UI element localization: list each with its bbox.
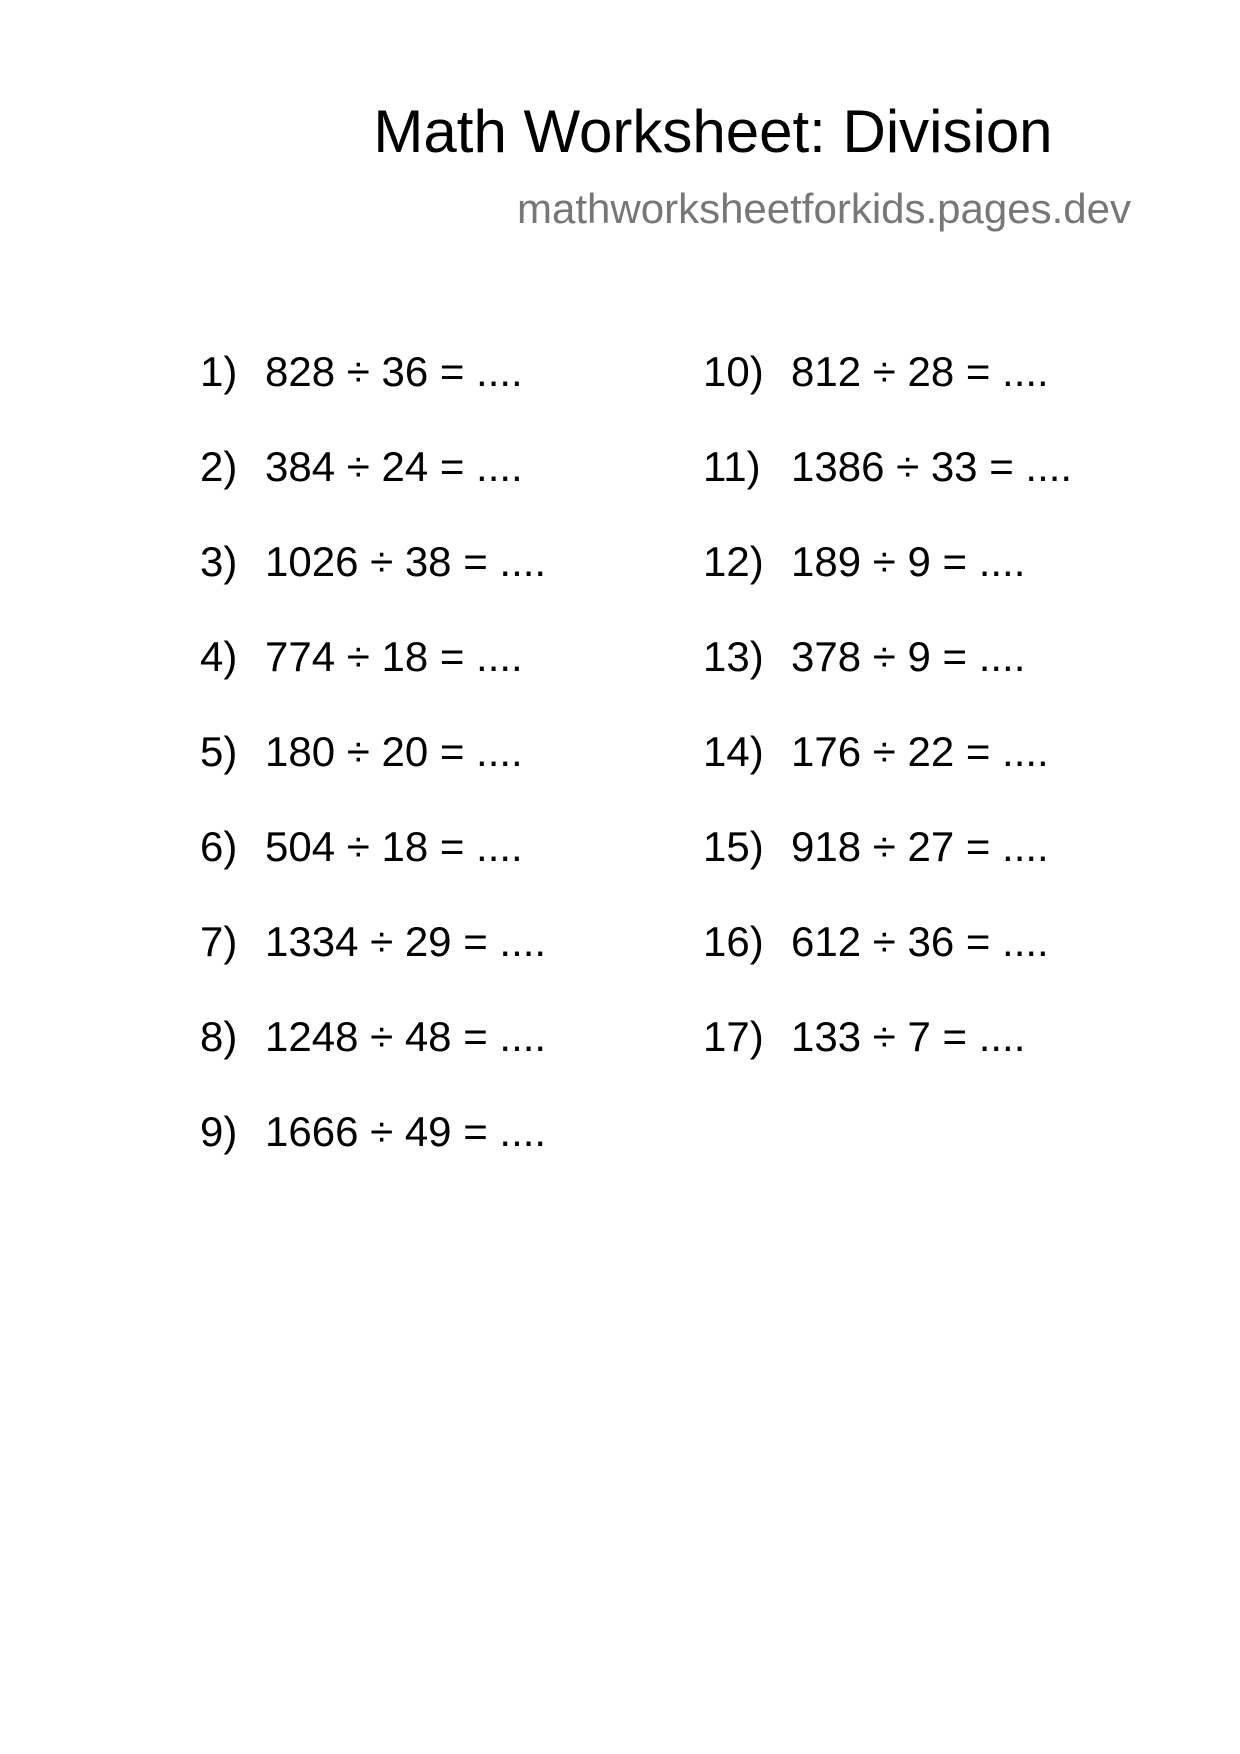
problem-number: 12) <box>703 538 764 585</box>
problem-item <box>200 632 546 727</box>
problem-item <box>703 537 1072 632</box>
problem-item <box>703 347 1072 442</box>
problem-item <box>703 442 1072 537</box>
problem-number: 6) <box>200 823 238 870</box>
problem-expression: 1386 ÷ 33 = .... <box>791 443 1073 490</box>
problem-number: 16) <box>703 918 764 965</box>
problem-number: 9) <box>200 1108 238 1155</box>
problem-expression: 1026 ÷ 38 = .... <box>265 538 547 585</box>
problem-item <box>703 917 1072 1012</box>
problem-expression: 189 ÷ 9 = .... <box>791 538 1026 585</box>
problem-item <box>200 1012 546 1107</box>
problem-item <box>200 822 546 917</box>
problem-expression: 378 ÷ 9 = .... <box>791 633 1026 680</box>
problem-number: 4) <box>200 633 238 680</box>
problem-number: 5) <box>200 728 238 775</box>
problem-list-right <box>703 347 1072 1107</box>
page-title: Math Worksheet: Division <box>373 98 1053 165</box>
problem-expression: 774 ÷ 18 = .... <box>265 633 523 680</box>
problem-list-left <box>200 347 546 1202</box>
problem-item <box>200 1107 546 1202</box>
problem-item <box>200 347 546 442</box>
site-url: mathworksheetforkids.pages.dev <box>517 185 1131 232</box>
problem-expression: 384 ÷ 24 = .... <box>265 443 523 490</box>
problem-expression: 176 ÷ 22 = .... <box>791 728 1049 775</box>
problem-number: 8) <box>200 1013 238 1060</box>
problem-number: 10) <box>703 348 764 395</box>
problem-number: 1) <box>200 348 238 395</box>
problem-item <box>703 1012 1072 1107</box>
problem-expression: 504 ÷ 18 = .... <box>265 823 523 870</box>
problem-item <box>200 442 546 537</box>
problem-item <box>200 537 546 632</box>
problem-number: 15) <box>703 823 764 870</box>
problem-expression: 180 ÷ 20 = .... <box>265 728 523 775</box>
problem-number: 7) <box>200 918 238 965</box>
problem-expression: 812 ÷ 28 = .... <box>791 348 1049 395</box>
problem-item <box>200 917 546 1012</box>
problem-item <box>703 822 1072 917</box>
problem-expression: 918 ÷ 27 = .... <box>791 823 1049 870</box>
problem-expression: 1666 ÷ 49 = .... <box>265 1108 547 1155</box>
problem-item <box>703 632 1072 727</box>
problem-expression: 133 ÷ 7 = .... <box>791 1013 1026 1060</box>
problem-number: 3) <box>200 538 238 585</box>
problem-expression: 612 ÷ 36 = .... <box>791 918 1049 965</box>
problem-expression: 1334 ÷ 29 = .... <box>265 918 547 965</box>
problem-number: 13) <box>703 633 764 680</box>
problem-number: 11) <box>703 443 761 490</box>
problem-expression: 1248 ÷ 48 = .... <box>265 1013 547 1060</box>
problem-number: 2) <box>200 443 238 490</box>
problem-number: 17) <box>703 1013 764 1060</box>
problem-item <box>200 727 546 822</box>
problem-number: 14) <box>703 728 764 775</box>
problem-expression: 828 ÷ 36 = .... <box>265 348 523 395</box>
problem-item <box>703 727 1072 822</box>
